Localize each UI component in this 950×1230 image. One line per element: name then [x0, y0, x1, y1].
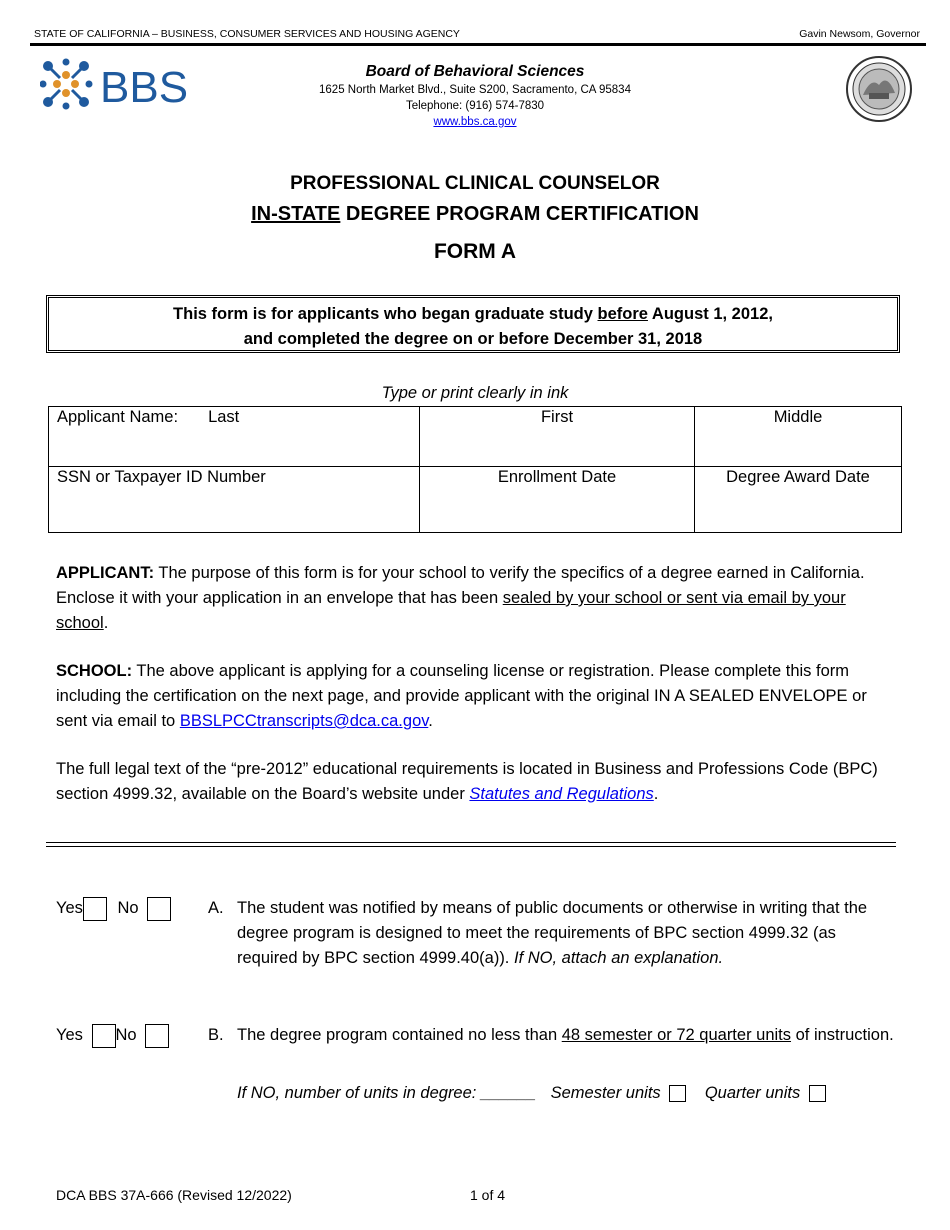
title-line-2 — [0, 203, 950, 226]
title-line-1: PROFESSIONAL CLINICAL COUNSELOR — [290, 173, 660, 194]
title-line-2-rest: DEGREE PROGRAM CERTIFICATION — [340, 203, 699, 225]
board-website-link[interactable]: www.bbs.ca.gov — [433, 116, 517, 128]
degree-award-date-field[interactable] — [695, 467, 902, 533]
applicant-paragraph — [56, 561, 896, 636]
header-rule — [30, 43, 926, 46]
legal-text: The full legal text of the “pre-2012” educational requirements is located in Business and Professions Code (BPC) section 4999.32, available on the Board’s website under — [56, 760, 878, 803]
board-header — [300, 62, 650, 130]
no-checkbox-a[interactable] — [147, 897, 171, 921]
ssn-label: SSN or Taxpayer ID Number — [57, 468, 266, 486]
form-label: FORM A — [433, 240, 517, 263]
board-name: Board of Behavioral Sciences — [365, 63, 585, 80]
yes-checkbox-b[interactable] — [92, 1024, 116, 1048]
ssn-field[interactable] — [49, 467, 420, 533]
yes-checkbox-a[interactable] — [83, 897, 107, 921]
notice-before-word: before — [597, 305, 648, 323]
notice-line2: and completed the degree on or before December 31, 2018 — [243, 330, 703, 348]
applicant-end: . — [103, 614, 109, 632]
bbs-logo-icon — [40, 58, 220, 112]
middle-name-field[interactable] — [695, 407, 902, 467]
notice-line1-a: This form is for applicants who began graduate study — [173, 305, 598, 323]
school-paragraph — [56, 659, 896, 734]
quarter-units-label: Quarter units — [704, 1084, 801, 1102]
award-label: Degree Award Date — [726, 468, 870, 486]
eligibility-notice — [46, 295, 900, 353]
semester-units-checkbox[interactable] — [669, 1085, 686, 1102]
sealed-requirement: sealed by your school or sent via email by your school — [56, 589, 846, 632]
question-b-before: The degree program contained no less than — [237, 1026, 562, 1044]
form-id: DCA BBS 37A-666 (Revised 12/2022) — [56, 1187, 292, 1203]
school-end: . — [428, 712, 433, 730]
question-b-text — [237, 1023, 897, 1048]
question-b-letter: B. — [208, 1026, 224, 1044]
units-line — [237, 1081, 826, 1106]
legal-end: . — [653, 785, 659, 803]
legal-paragraph — [56, 757, 896, 807]
page-number: 1 of 4 — [470, 1187, 506, 1203]
no-label-a: No — [117, 899, 139, 917]
transcripts-email-link[interactable]: BBSLPCCtranscripts@dca.ca.gov — [179, 712, 429, 730]
board-address: 1625 North Market Blvd., Suite S200, Sacramento, CA 95834 — [319, 84, 631, 96]
unit-requirement: 48 semester or 72 quarter units — [561, 1026, 792, 1044]
school-text: The above applicant is applying for a counseling license or registration. Please complete this form including the certification on the next page, and provide applicant with the original IN A SEALED ENVELOPE or sent via email to — [56, 662, 867, 730]
yes-label-b: Yes — [56, 1026, 83, 1044]
governor-line: Gavin Newsom, Governor — [799, 28, 920, 40]
middle-label: Middle — [773, 408, 823, 426]
question-b-options — [56, 1023, 169, 1048]
first-label: First — [540, 408, 574, 426]
type-print-instruction: Type or print clearly in ink — [381, 384, 569, 402]
school-heading: SCHOOL: — [56, 662, 133, 680]
question-b-after: of instruction. — [791, 1026, 894, 1044]
quarter-units-checkbox[interactable] — [809, 1085, 826, 1102]
applicant-last-name-field[interactable] — [49, 407, 420, 467]
last-label: Last — [208, 408, 240, 426]
applicant-heading: APPLICANT: — [56, 564, 155, 582]
enrollment-label: Enrollment Date — [497, 468, 617, 486]
no-label-b: No — [115, 1026, 137, 1044]
units-if-no[interactable]: If NO, number of units in degree: ______ — [237, 1084, 537, 1102]
question-a-text — [237, 896, 897, 971]
enrollment-date-field[interactable] — [420, 467, 695, 533]
question-a-body: The student was notified by means of public documents or otherwise in writing that the degree program is designed to meet the requirements of BPC section 4999.32 (as required by BPC section 4999.40(a)). — [237, 899, 868, 967]
applicant-info-table — [48, 406, 902, 533]
applicant-text: The purpose of this form is for your school to verify the specifics of a degree earned in California. Enclose it with your application in an envelope that has been — [56, 564, 865, 607]
title-in-state: IN-STATE — [251, 203, 341, 225]
yes-label-a: Yes — [56, 899, 83, 917]
section-divider — [46, 842, 896, 847]
question-a-if-no: If NO, attach an explanation. — [513, 949, 724, 967]
question-a-options — [56, 896, 171, 921]
notice-line1-b: August 1, 2012, — [647, 305, 773, 323]
statutes-link[interactable]: Statutes and Regulations — [469, 785, 654, 803]
state-seal — [845, 55, 913, 123]
question-a-letter: A. — [208, 899, 224, 917]
bbs-logo — [40, 58, 220, 112]
board-telephone: Telephone: (916) 574-7830 — [405, 100, 545, 112]
seal-icon — [845, 55, 913, 123]
first-name-field[interactable] — [420, 407, 695, 467]
semester-units-label: Semester units — [550, 1084, 661, 1102]
applicant-name-label: Applicant Name: — [57, 408, 179, 426]
agency-line: STATE OF CALIFORNIA – BUSINESS, CONSUMER SERVICES AND HOUSING AGENCY — [34, 28, 460, 40]
no-checkbox-b[interactable] — [145, 1024, 169, 1048]
logo-text: BBS — [100, 63, 189, 112]
